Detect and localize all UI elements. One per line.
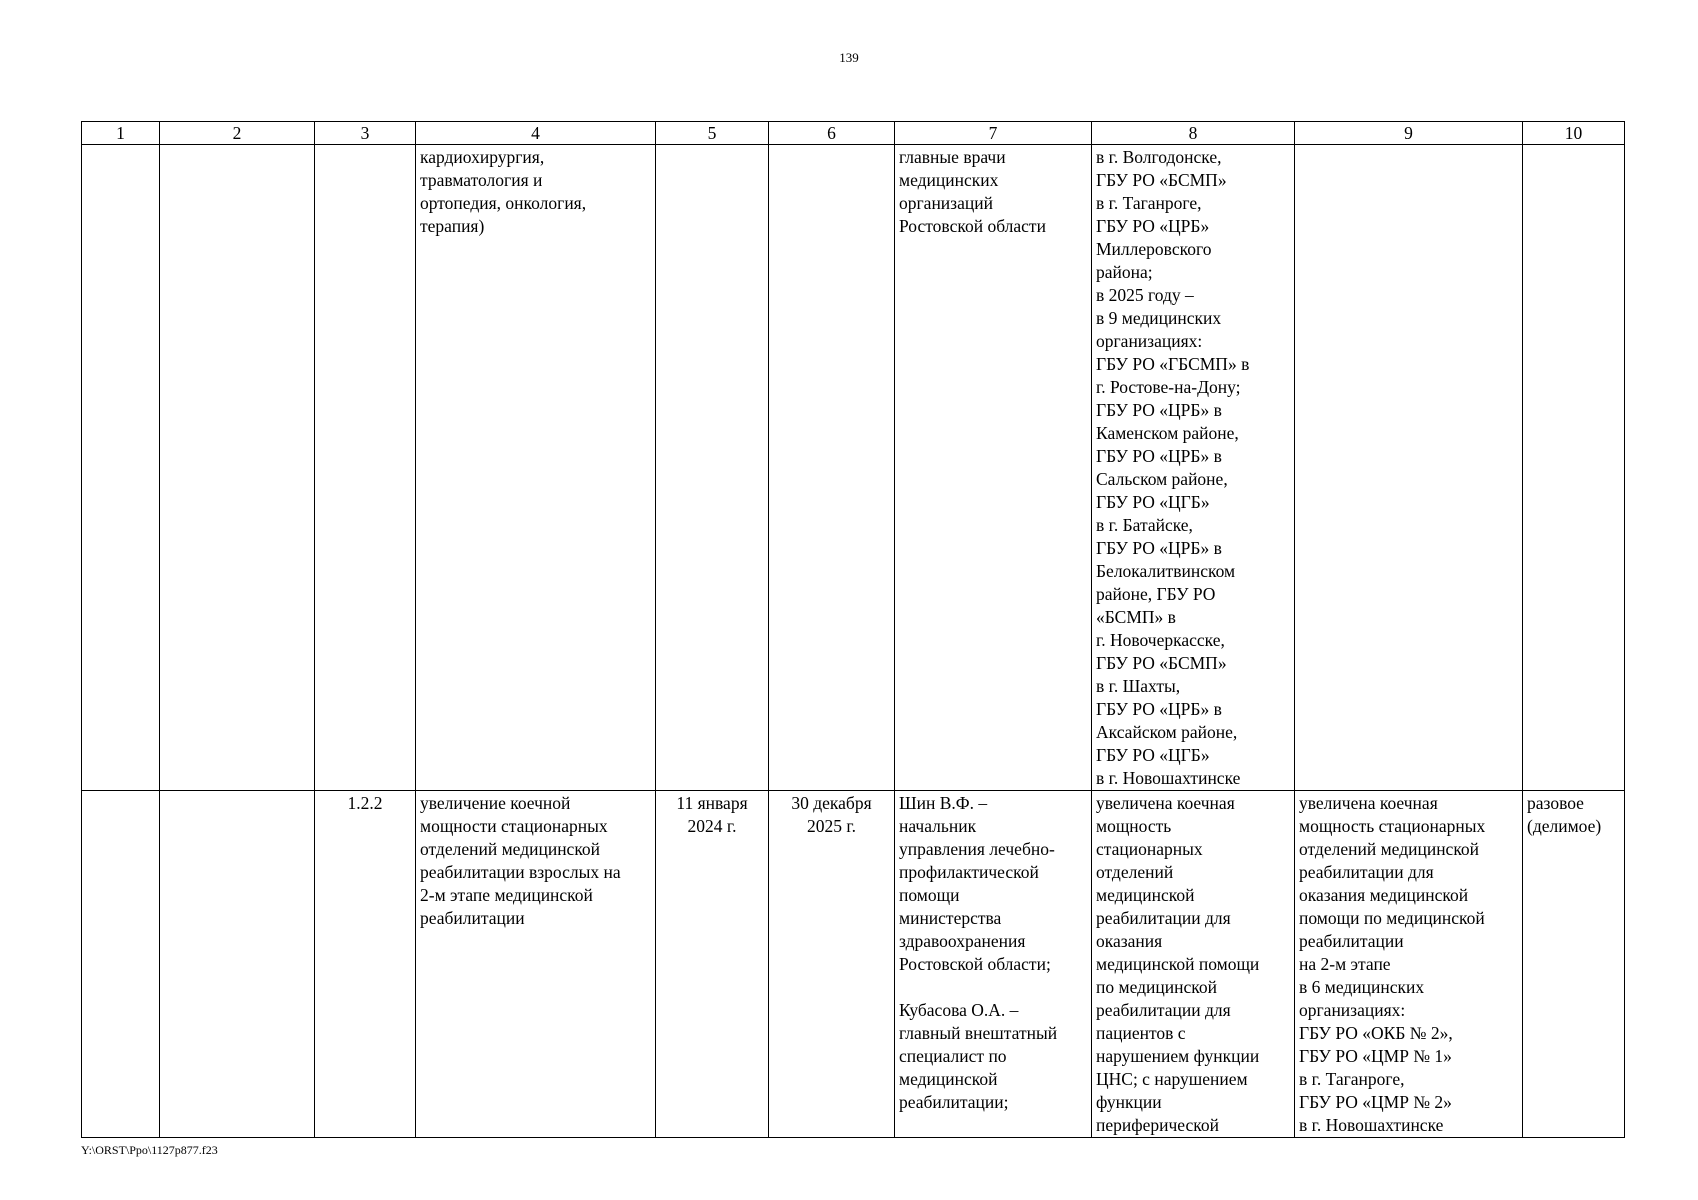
column-header: 4: [416, 122, 656, 145]
column-header: 10: [1523, 122, 1625, 145]
table-row: [82, 791, 1625, 1138]
table-cell: главные врачи медицинских организаций Ростовской области: [895, 145, 1092, 791]
table-cell: увеличение коечной мощности стационарных отделений медицинской реабилитации взрослых на 2-м этапе медицинской реабилитации: [416, 791, 656, 1138]
file-path-footer: Y:\ORST\Ppo\1127p877.f23: [81, 1143, 218, 1157]
column-header: 7: [895, 122, 1092, 145]
column-header: 5: [656, 122, 769, 145]
column-header: 8: [1092, 122, 1295, 145]
table-cell: [82, 791, 160, 1138]
table-row: [82, 145, 1625, 791]
table-cell: разовое (делимое): [1523, 791, 1625, 1138]
table-cell: 30 декабря 2025 г.: [769, 791, 895, 1138]
table-cell: [1295, 145, 1523, 791]
table-cell: [656, 145, 769, 791]
table-cell: кардиохирургия, травматология и ортопедия, онкология, терапия): [416, 145, 656, 791]
column-header: 6: [769, 122, 895, 145]
table-cell: увеличена коечная мощность стационарных отделений медицинской реабилитации для оказания медицинской помощи по медицинской реабилитации для пациентов с нарушением функции ЦНС; с нарушением функции периферической: [1092, 791, 1295, 1138]
table-cell: [160, 791, 315, 1138]
plan-table: [81, 121, 1625, 1138]
table-cell: 11 января 2024 г.: [656, 791, 769, 1138]
table-cell: [1523, 145, 1625, 791]
column-header: 2: [160, 122, 315, 145]
page-number: 139: [839, 50, 859, 65]
column-header: 9: [1295, 122, 1523, 145]
table-cell: [160, 145, 315, 791]
table-header-row: [82, 122, 1625, 145]
table-cell: 1.2.2: [315, 791, 416, 1138]
table-cell: в г. Волгодонске, ГБУ РО «БСМП» в г. Таганроге, ГБУ РО «ЦРБ» Миллеровского района; в 2025 году – в 9 медицинских организациях: ГБУ РО «ГБСМП» в г. Ростове-на-Дону; ГБУ РО «ЦРБ» в Каменском районе, ГБУ РО «ЦРБ» в Сальском районе, ГБУ РО «ЦГБ» в г. Батайске, ГБУ РО «ЦРБ» в Белокалитвинском районе, ГБУ РО «БСМП» в г. Новочеркасске, ГБУ РО «БСМП» в г. Шахты, ГБУ РО «ЦРБ» в Аксайском районе, ГБУ РО «ЦГБ» в г. Новошахтинске: [1092, 145, 1295, 791]
table-cell: [769, 145, 895, 791]
table-cell: Шин В.Ф. – начальник управления лечебно- профилактической помощи министерства здравоохранения Ростовской области; Кубасова О.А. – главный внештатный специалист по медицинской реабилитации;: [895, 791, 1092, 1138]
table-cell: [82, 145, 160, 791]
column-header: 3: [315, 122, 416, 145]
column-header: 1: [82, 122, 160, 145]
table-cell: увеличена коечная мощность стационарных отделений медицинской реабилитации для оказания медицинской помощи по медицинской реабилитации на 2-м этапе в 6 медицинских организациях: ГБУ РО «ОКБ № 2», ГБУ РО «ЦМР № 1» в г. Таганроге, ГБУ РО «ЦМР № 2» в г. Новошахтинске: [1295, 791, 1523, 1138]
table-cell: [315, 145, 416, 791]
